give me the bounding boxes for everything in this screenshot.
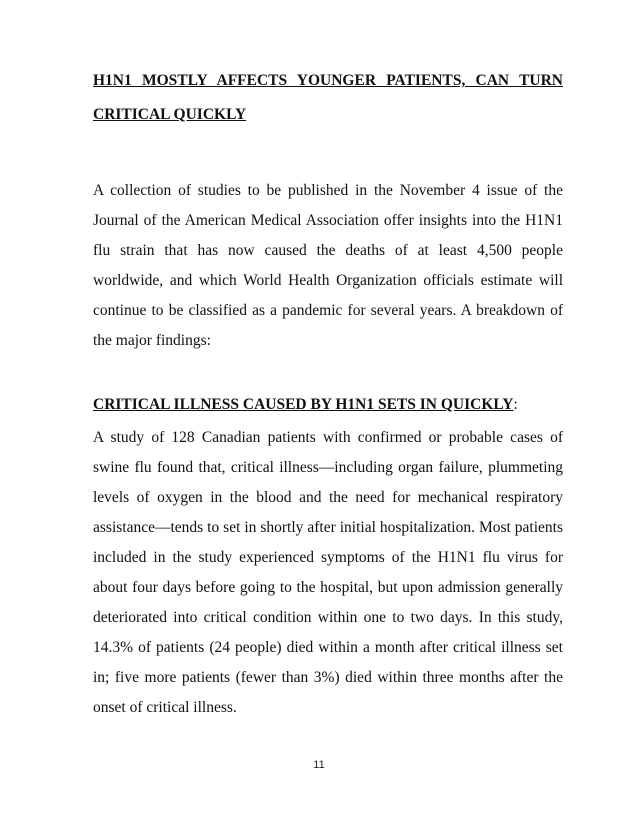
section-paragraph: A study of 128 Canadian patients with confirmed or probable cases of swine flu found that, critical illness—including organ failure, plummeting levels of oxygen in the blood and the need for mechanical respiratory assistance—tends to set in shortly after initial hospitalization. Most patients included in the study experienced symptoms of the H1N1 flu virus for about four days before going to the hospital, but upon admission generally deteriorated into critical condition within one to two days. In this study, 14.3% of patients (24 people) died within a month after critical illness set in; five more patients (fewer than 3%) died within three months after the onset of critical illness. <box>93 429 563 716</box>
intro-paragraph: A collection of studies to be published in the November 4 issue of the Journal of the American Medical Association offer insights into the H1N1 flu strain that has now caused the deaths of at least 4,500 people worldwide, and which World Health Organization officials estimate will continue to be classified as a pandemic for several years. A breakdown of the major findings: <box>93 182 563 349</box>
section-heading <box>93 390 563 420</box>
page-number: 11 <box>313 759 325 771</box>
article-title-line-2: CRITICAL QUICKLY <box>93 106 247 123</box>
article-title-line-1: H1N1 MOSTLY AFFECTS YOUNGER PATIENTS, CAN TURN <box>93 72 563 89</box>
section-heading-text: CRITICAL ILLNESS CAUSED BY H1N1 SETS IN QUICKLY <box>93 396 514 413</box>
page-content <box>93 64 563 723</box>
article-title <box>93 64 563 132</box>
section-heading-colon: : <box>513 396 518 413</box>
